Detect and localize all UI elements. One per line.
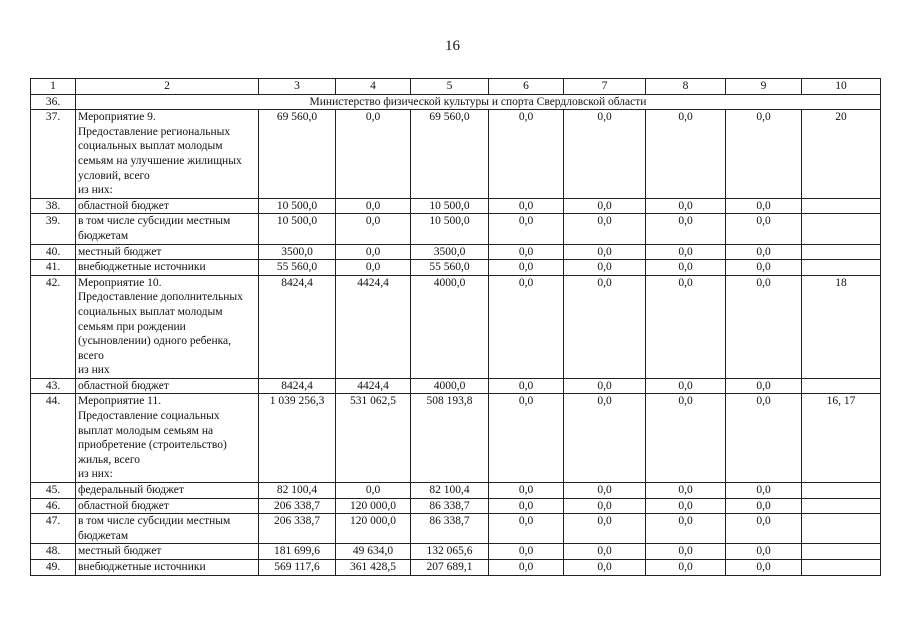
value-cell-c8: 0,0 [646, 483, 726, 499]
header-row [31, 79, 881, 95]
row-number: 37. [31, 110, 76, 199]
value-cell-c9: 0,0 [726, 514, 802, 544]
value-cell-c9: 0,0 [726, 214, 802, 244]
value-cell-c8: 0,0 [646, 378, 726, 394]
value-cell-c8: 0,0 [646, 514, 726, 544]
value-cell-c7: 0,0 [564, 198, 646, 214]
table-row [31, 275, 881, 378]
header-cell: 1 [31, 79, 76, 95]
value-cell-c5: 4000,0 [411, 275, 489, 378]
table-row [31, 214, 881, 244]
value-cell-c3: 82 100,4 [259, 483, 336, 499]
value-cell-c4: 0,0 [336, 110, 411, 199]
value-cell-c8: 0,0 [646, 260, 726, 276]
table-row [31, 544, 881, 560]
value-cell-c7: 0,0 [564, 514, 646, 544]
value-cell-c10 [802, 498, 881, 514]
value-cell-c7: 0,0 [564, 260, 646, 276]
value-cell-c10 [802, 560, 881, 576]
value-cell-c7: 0,0 [564, 544, 646, 560]
value-cell-c6: 0,0 [489, 514, 564, 544]
value-cell-c6: 0,0 [489, 260, 564, 276]
value-cell-c4: 0,0 [336, 244, 411, 260]
value-cell-c8: 0,0 [646, 560, 726, 576]
value-cell-c7: 0,0 [564, 110, 646, 199]
value-cell-c4: 120 000,0 [336, 514, 411, 544]
value-cell-c3: 3500,0 [259, 244, 336, 260]
value-cell-c7: 0,0 [564, 275, 646, 378]
value-cell-c7: 0,0 [564, 378, 646, 394]
row-description: местный бюджет [76, 244, 259, 260]
header-cell: 9 [726, 79, 802, 95]
table-row [31, 514, 881, 544]
value-cell-c10 [802, 378, 881, 394]
value-cell-c9: 0,0 [726, 198, 802, 214]
value-cell-c4: 4424,4 [336, 275, 411, 378]
section-row [31, 94, 881, 110]
value-cell-c6: 0,0 [489, 483, 564, 499]
header-cell: 6 [489, 79, 564, 95]
value-cell-c8: 0,0 [646, 214, 726, 244]
table-row [31, 260, 881, 276]
value-cell-c7: 0,0 [564, 483, 646, 499]
table-row [31, 378, 881, 394]
value-cell-c3: 1 039 256,3 [259, 394, 336, 483]
table-row [31, 394, 881, 483]
value-cell-c6: 0,0 [489, 498, 564, 514]
value-cell-c3: 8424,4 [259, 378, 336, 394]
value-cell-c5: 55 560,0 [411, 260, 489, 276]
value-cell-c8: 0,0 [646, 110, 726, 199]
value-cell-c9: 0,0 [726, 483, 802, 499]
value-cell-c6: 0,0 [489, 378, 564, 394]
value-cell-c3: 8424,4 [259, 275, 336, 378]
value-cell-c7: 0,0 [564, 394, 646, 483]
page-number: 16 [445, 38, 460, 54]
value-cell-c4: 49 634,0 [336, 544, 411, 560]
value-cell-c10 [802, 214, 881, 244]
value-cell-c5: 86 338,7 [411, 498, 489, 514]
table-row [31, 244, 881, 260]
header-cell: 2 [76, 79, 259, 95]
section-title: Министерство физической культуры и спорта Свердловской области [76, 94, 881, 110]
table-row [31, 198, 881, 214]
value-cell-c8: 0,0 [646, 544, 726, 560]
value-cell-c9: 0,0 [726, 110, 802, 199]
value-cell-c6: 0,0 [489, 244, 564, 260]
value-cell-c6: 0,0 [489, 275, 564, 378]
value-cell-c9: 0,0 [726, 498, 802, 514]
row-description: областной бюджет [76, 498, 259, 514]
value-cell-c3: 206 338,7 [259, 498, 336, 514]
value-cell-c10: 18 [802, 275, 881, 378]
value-cell-c6: 0,0 [489, 110, 564, 199]
header-cell: 5 [411, 79, 489, 95]
table-body [31, 79, 881, 576]
row-number: 38. [31, 198, 76, 214]
header-cell: 3 [259, 79, 336, 95]
value-cell-c3: 10 500,0 [259, 198, 336, 214]
row-number: 47. [31, 514, 76, 544]
row-description: федеральный бюджет [76, 483, 259, 499]
value-cell-c8: 0,0 [646, 394, 726, 483]
value-cell-c10 [802, 483, 881, 499]
value-cell-c10: 16, 17 [802, 394, 881, 483]
row-description: внебюджетные источники [76, 260, 259, 276]
value-cell-c3: 10 500,0 [259, 214, 336, 244]
value-cell-c9: 0,0 [726, 260, 802, 276]
value-cell-c4: 0,0 [336, 260, 411, 276]
value-cell-c7: 0,0 [564, 560, 646, 576]
value-cell-c5: 132 065,6 [411, 544, 489, 560]
value-cell-c3: 69 560,0 [259, 110, 336, 199]
value-cell-c3: 181 699,6 [259, 544, 336, 560]
table-row [31, 110, 881, 199]
value-cell-c4: 0,0 [336, 483, 411, 499]
value-cell-c6: 0,0 [489, 394, 564, 483]
value-cell-c5: 86 338,7 [411, 514, 489, 544]
row-description: в том числе субсидии местным бюджетам [76, 514, 259, 544]
value-cell-c4: 4424,4 [336, 378, 411, 394]
row-description: Мероприятие 10. Предоставление дополнительных социальных выплат молодым семьям при рождении (усыновлении) одного ребенка, всего из них [76, 275, 259, 378]
header-cell: 4 [336, 79, 411, 95]
value-cell-c10 [802, 244, 881, 260]
value-cell-c6: 0,0 [489, 560, 564, 576]
row-number: 44. [31, 394, 76, 483]
table-row [31, 560, 881, 576]
row-description: областной бюджет [76, 198, 259, 214]
value-cell-c8: 0,0 [646, 498, 726, 514]
value-cell-c5: 10 500,0 [411, 198, 489, 214]
row-description: Мероприятие 11. Предоставление социальных выплат молодым семьям на приобретение (строительство) жилья, всего из них: [76, 394, 259, 483]
row-number: 43. [31, 378, 76, 394]
value-cell-c5: 82 100,4 [411, 483, 489, 499]
row-number: 36. [31, 94, 76, 110]
value-cell-c4: 0,0 [336, 198, 411, 214]
value-cell-c8: 0,0 [646, 244, 726, 260]
header-cell: 7 [564, 79, 646, 95]
value-cell-c7: 0,0 [564, 244, 646, 260]
value-cell-c7: 0,0 [564, 498, 646, 514]
value-cell-c5: 207 689,1 [411, 560, 489, 576]
value-cell-c9: 0,0 [726, 394, 802, 483]
row-number: 49. [31, 560, 76, 576]
value-cell-c10 [802, 198, 881, 214]
value-cell-c9: 0,0 [726, 544, 802, 560]
row-description: Мероприятие 9. Предоставление региональных социальных выплат молодым семьям на улучшение жилищных условий, всего из них: [76, 110, 259, 199]
table-row [31, 498, 881, 514]
value-cell-c10 [802, 544, 881, 560]
value-cell-c4: 0,0 [336, 214, 411, 244]
value-cell-c9: 0,0 [726, 378, 802, 394]
row-number: 41. [31, 260, 76, 276]
row-number: 46. [31, 498, 76, 514]
header-cell: 10 [802, 79, 881, 95]
row-number: 45. [31, 483, 76, 499]
value-cell-c5: 508 193,8 [411, 394, 489, 483]
value-cell-c9: 0,0 [726, 560, 802, 576]
value-cell-c10 [802, 260, 881, 276]
value-cell-c5: 4000,0 [411, 378, 489, 394]
value-cell-c6: 0,0 [489, 214, 564, 244]
value-cell-c10 [802, 514, 881, 544]
table-row [31, 483, 881, 499]
value-cell-c5: 10 500,0 [411, 214, 489, 244]
value-cell-c10: 20 [802, 110, 881, 199]
row-number: 40. [31, 244, 76, 260]
row-number: 42. [31, 275, 76, 378]
value-cell-c9: 0,0 [726, 275, 802, 378]
row-number: 39. [31, 214, 76, 244]
header-cell: 8 [646, 79, 726, 95]
budget-table [30, 78, 881, 576]
value-cell-c4: 361 428,5 [336, 560, 411, 576]
row-description: в том числе субсидии местным бюджетам [76, 214, 259, 244]
row-description: местный бюджет [76, 544, 259, 560]
value-cell-c6: 0,0 [489, 544, 564, 560]
value-cell-c7: 0,0 [564, 214, 646, 244]
value-cell-c6: 0,0 [489, 198, 564, 214]
value-cell-c3: 55 560,0 [259, 260, 336, 276]
row-description: внебюджетные источники [76, 560, 259, 576]
value-cell-c3: 206 338,7 [259, 514, 336, 544]
row-number: 48. [31, 544, 76, 560]
value-cell-c8: 0,0 [646, 198, 726, 214]
value-cell-c5: 3500,0 [411, 244, 489, 260]
value-cell-c8: 0,0 [646, 275, 726, 378]
value-cell-c9: 0,0 [726, 244, 802, 260]
value-cell-c5: 69 560,0 [411, 110, 489, 199]
row-description: областной бюджет [76, 378, 259, 394]
value-cell-c4: 120 000,0 [336, 498, 411, 514]
value-cell-c3: 569 117,6 [259, 560, 336, 576]
value-cell-c4: 531 062,5 [336, 394, 411, 483]
